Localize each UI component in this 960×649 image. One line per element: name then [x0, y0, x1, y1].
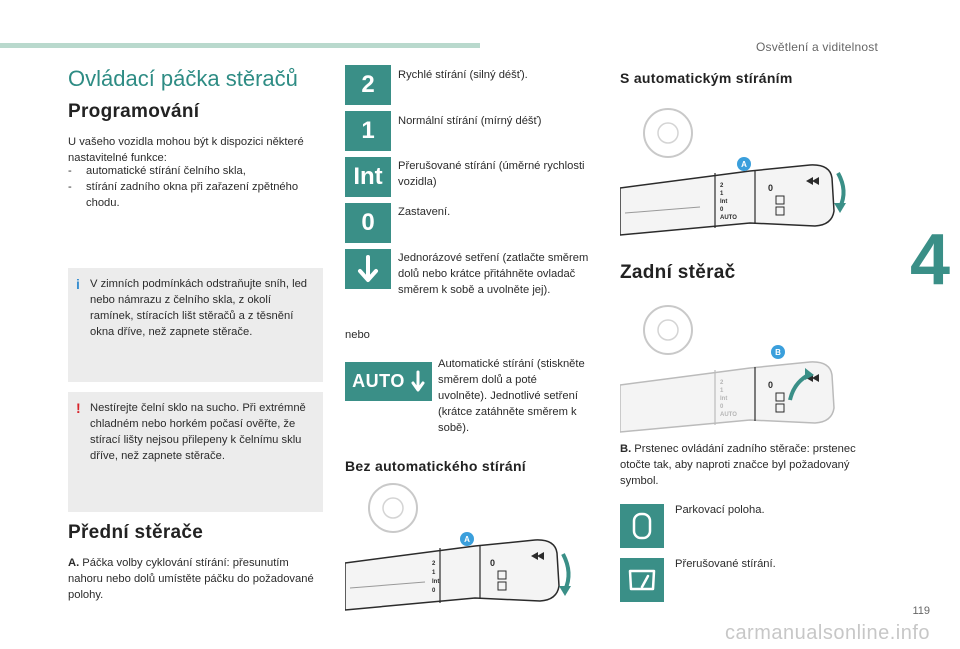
- lever-position: AUTO: [720, 412, 737, 418]
- or-text: nebo: [345, 329, 370, 341]
- warning-note-text: Nestírejte čelní sklo na sucho. Při extrémně chladném nebo horkém počasí ověřte, že stírací lišty nejsou přilepeny k čelnímu sklu dříve, než zapnete stěrače.: [90, 402, 306, 462]
- row-intermittent-text: Přerušované stírání (úměrné rychlosti vozidla): [398, 160, 585, 188]
- section-title: Osvětlení a viditelnost: [756, 40, 878, 54]
- header-accent-bar: [0, 43, 480, 48]
- ring-mark: 0: [768, 183, 774, 193]
- intermittent-rear-wipe-icon: [627, 567, 657, 593]
- front-wipers-text: [68, 555, 326, 603]
- front-wipers-heading: Přední stěrače: [68, 522, 204, 543]
- tile-off: 0: [345, 203, 391, 243]
- info-icon: i: [76, 276, 80, 292]
- tile-park-position: [620, 504, 664, 548]
- lever-position: Int: [432, 579, 440, 585]
- tile-intermittent: Int: [345, 157, 391, 197]
- diagram-label-b: B: [775, 348, 781, 357]
- lever-diagram-rear: [620, 300, 860, 434]
- row-off-text: Zastavení.: [398, 206, 451, 218]
- lever-position: 2: [432, 561, 436, 567]
- lever-position: 1: [720, 388, 724, 394]
- chapter-number: 4: [909, 220, 951, 300]
- rotate-arrow-icon: [834, 173, 846, 213]
- park-position-text: Parkovací poloha.: [675, 504, 765, 516]
- programming-heading: Programování: [68, 101, 200, 122]
- lever-position: Int: [720, 396, 728, 402]
- lever-position: 2: [720, 380, 724, 386]
- warning-icon: !: [76, 400, 81, 416]
- programming-list: [68, 163, 326, 211]
- list-item: - automatické stírání čelního skla,: [68, 163, 326, 179]
- rear-wiper-heading: Zadní stěrač: [620, 262, 736, 283]
- auto-wiping-heading: S automatickým stíráním: [620, 70, 793, 86]
- ring-mark: 0: [490, 558, 496, 568]
- down-arrow-icon: [355, 254, 381, 284]
- down-arrow-icon: [411, 370, 425, 394]
- watermark: carmanualsonline.info: [724, 622, 930, 644]
- lever-position: 2: [720, 183, 724, 189]
- park-position-icon: [630, 511, 654, 541]
- info-note-text: V zimních podmínkách odstraňujte sníh, led nebo námrazu z čelního skla, z okolí ramínek, stíracích lišt stěračů a z těsnění okna dříve, než zapnete stěrače.: [90, 278, 308, 338]
- tile-auto: [345, 362, 432, 401]
- tile-single-wipe: [345, 249, 391, 289]
- lever-position: 1: [432, 570, 436, 576]
- tile-intermittent-rear: [620, 558, 664, 602]
- row-single-wipe-text: Jednorázové setření (zatlačte směrem dolů nebo krátce přitáhněte ovladač směrem k sobě a uvolněte jej).: [398, 252, 589, 296]
- list-item: - stírání zadního okna při zařazení zpětného chodu.: [68, 179, 326, 211]
- rear-wiper-text: [620, 441, 882, 489]
- tile-fast: 2: [345, 65, 391, 105]
- page-number: 119: [912, 605, 930, 617]
- rotate-arrow-icon: [559, 554, 571, 596]
- rear-label: B.: [620, 443, 632, 455]
- page-title: Ovládací páčka stěračů: [68, 66, 298, 91]
- auto-text: Automatické stírání (stiskněte směrem dolů a poté uvolněte). Jednotlivé setření (krátce zatáhněte směrem k sobě).: [438, 358, 585, 434]
- lever-position: 0: [720, 404, 724, 410]
- diagram-label-a: A: [741, 160, 747, 169]
- lever-position: Int: [720, 199, 728, 205]
- no-auto-heading: Bez automatického stírání: [345, 458, 526, 474]
- tile-normal: 1: [345, 111, 391, 151]
- warning-note: [68, 392, 323, 512]
- front-label: A.: [68, 557, 80, 569]
- lever-diagram-auto: [620, 103, 860, 237]
- ring-mark: 0: [768, 380, 774, 390]
- rear-description: Prstenec ovládání zadního stěrače: prstenec otočte tak, aby naproti značce byl požadovaný symbol.: [620, 443, 856, 487]
- intermittent-rear-text: Přerušované stírání.: [675, 558, 776, 570]
- front-description: Páčka volby cyklování stírání: přesunutím nahoru nebo dolů umístěte páčku do požadované polohy.: [68, 557, 314, 601]
- info-note: [68, 268, 323, 382]
- row-fast-text: Rychlé stírání (silný déšť).: [398, 69, 528, 81]
- lever-position: AUTO: [720, 215, 737, 221]
- lever-diagram-no-auto: [345, 478, 585, 612]
- diagram-label-a: A: [464, 535, 470, 544]
- row-normal-text: Normální stírání (mírný déšť): [398, 115, 542, 127]
- lever-position: 0: [720, 207, 724, 213]
- programming-intro: U vašeho vozidla mohou být k dispozici některé nastavitelné funkce:: [68, 136, 304, 164]
- chapter-tab: [900, 215, 960, 305]
- lever-position: 1: [720, 191, 724, 197]
- auto-label: AUTO: [352, 371, 405, 391]
- lever-position: 0: [432, 588, 436, 594]
